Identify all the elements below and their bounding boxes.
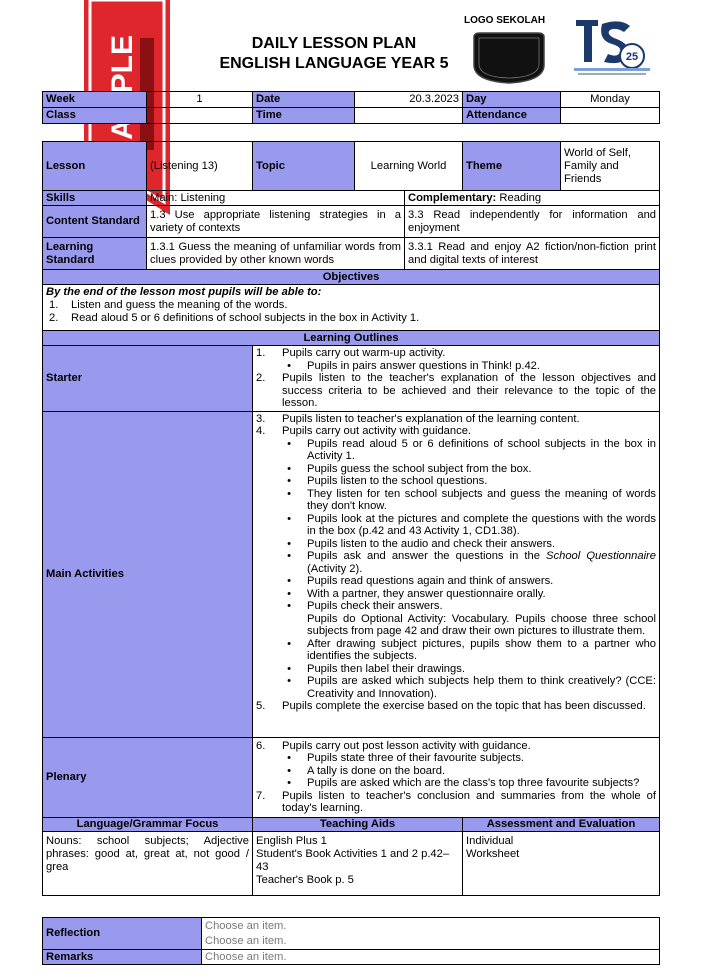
teaching-aids-heading: Teaching Aids (253, 817, 463, 831)
theme-label: Theme (463, 142, 561, 191)
outline-bullet: • Pupils read questions again and think of answers. (287, 575, 554, 587)
choose-item-dropdown[interactable]: Choose an item. (205, 919, 287, 932)
lesson-label: Lesson (43, 142, 147, 191)
day-label: Day (463, 92, 561, 108)
remarks-label: Remarks (43, 950, 202, 965)
learning-outlines-heading: Learning Outlines (43, 331, 660, 346)
starter-label: Starter (43, 346, 253, 412)
lesson-table (42, 141, 660, 896)
outline-bullet: • Pupils listen to the audio and check their answers. (287, 537, 556, 550)
outline-bullet: • They listen for ten school subjects and guess the meaning of words they don't know. (287, 487, 657, 512)
reflection-dropdowns (202, 918, 660, 950)
outline-continuation: Pupils do Optional Activity: Vocabulary. Pupils choose three school subjects from page 42 and draw their own pictures to illustrate them. (307, 612, 657, 637)
outline-step: 1. Pupils carry out warm-up activity. (256, 347, 446, 359)
class-value[interactable] (147, 108, 253, 124)
starter-body (253, 346, 660, 412)
content-standard-comp: 3.3 Read independently for information and enjoyment (405, 206, 660, 238)
outline-bullet: • Pupils in pairs answer questions in Think! p.42. (287, 359, 540, 372)
main-activities-body (253, 411, 660, 737)
attendance-value[interactable] (561, 108, 660, 124)
assessment-item: Worksheet (466, 847, 520, 860)
theme-value: World of Self, Family and Friends (561, 142, 660, 191)
objective-item: 1. Listen and guess the meaning of the words. (49, 299, 288, 311)
outline-bullet: • After drawing subject pictures, pupils show them to a partner who identifies the subjects. (287, 637, 657, 662)
skills-complementary (405, 191, 660, 206)
date-label: Date (253, 92, 355, 108)
outline-bullet: • Pupils listen to the school questions. (287, 475, 488, 487)
skills-label: Skills (43, 191, 147, 206)
outline-bullet: • Pupils are asked which subjects help them to think creatively? (CCE: Creativity and Innovation). (287, 675, 657, 700)
assessment-value (463, 831, 660, 895)
outline-step: 3. Pupils listen to teacher's explanation of the learning content. (256, 412, 580, 425)
outline-step: 6. Pupils carry out post lesson activity with guidance. (256, 739, 531, 752)
outline-step: 4. Pupils carry out activity with guidance. (256, 425, 472, 437)
svg-text:25: 25 (625, 51, 639, 63)
teaching-aid-item: Teacher's Book p. 5 (256, 873, 354, 886)
teaching-aid-item: English Plus 1 (256, 834, 327, 847)
learning-standard-comp: 3.3.1 Read and enjoy A2 fiction/non-fiction print and digital texts of interest (405, 238, 660, 270)
teaching-aids-value (253, 831, 463, 895)
language-focus-heading: Language/Grammar Focus (43, 817, 253, 831)
outline-bullet: • Pupils read aloud 5 or 6 definitions of school subjects in the box in Activity 1. (287, 437, 657, 462)
page-title (216, 34, 452, 74)
choose-item-dropdown[interactable]: Choose an item. (205, 934, 287, 947)
outline-bullet: • Pupils are asked which are the class's top three favourite subjects? (287, 777, 640, 789)
skills-comp-label: Complementary: (408, 191, 497, 204)
plenary-body (253, 737, 660, 817)
skills-comp-value: Reading (496, 191, 542, 204)
ts25-logo-icon (572, 16, 652, 80)
time-value[interactable] (355, 108, 463, 124)
learning-standard-label: Learning Standard (43, 238, 147, 270)
reflection-label: Reflection (43, 918, 202, 950)
content-standard-label: Content Standard (43, 206, 147, 238)
outline-bullet: • Pupils check their answers. (287, 600, 443, 612)
week-value: 1 (147, 92, 253, 108)
outline-bullet: • Pupils guess the school subject from the box. (287, 462, 532, 475)
reflection-table (42, 917, 660, 965)
title-line-2: ENGLISH LANGUAGE YEAR 5 (219, 55, 449, 72)
outline-bullet: • Pupils ask and answer the questions in the School Questionnaire (Activity 2). (287, 550, 656, 575)
outline-step: 2. Pupils listen to the teacher's explanation of the lesson objectives and success criteria to be achieved and their relevance to the topic of the lesson. (256, 372, 657, 409)
week-label: Week (43, 92, 147, 108)
objectives-body (43, 285, 660, 331)
plenary-label: Plenary (43, 737, 253, 817)
outline-bullet: • Pupils then label their drawings. (287, 662, 465, 675)
school-logo-placeholder-icon (470, 31, 548, 85)
outline-bullet: • A tally is done on the board. (287, 764, 446, 777)
objective-item: 2. Read aloud 5 or 6 definitions of school subjects in the box in Activity 1. (49, 311, 420, 324)
outline-bullet: • With a partner, they answer questionnaire orally. (287, 587, 546, 600)
objectives-intro: By the end of the lesson most pupils will be able to: (46, 286, 322, 298)
day-value: Monday (561, 92, 660, 108)
outline-bullet: • Pupils state three of their favourite subjects. (287, 752, 525, 764)
logo-label: LOGO SEKOLAH (464, 15, 546, 26)
skills-main: Main: Listening (147, 191, 405, 206)
language-focus-value: Nouns: school subjects; Adjective phrases: good at, great at, not good / grea (43, 831, 253, 895)
date-value: 20.3.2023 (355, 92, 463, 108)
topic-label: Topic (253, 142, 355, 191)
main-activities-label: Main Activities (43, 411, 253, 737)
title-line-1: DAILY LESSON PLAN (251, 35, 417, 52)
attendance-label: Attendance (463, 108, 561, 124)
content-standard-main: 1.3 Use appropriate listening strategies in a variety of contexts (147, 206, 405, 238)
lesson-value: (Listening 13) (147, 142, 253, 191)
outline-bullet: • Pupils look at the pictures and complete the questions with the words in the box (p.42 and 43 Activity 1, CD1.38). (287, 512, 657, 537)
topic-value: Learning World (355, 142, 463, 191)
objectives-heading: Objectives (43, 270, 660, 285)
outline-step: 5. Pupils complete the exercise based on the topic that has been discussed. (256, 700, 646, 712)
assessment-heading: Assessment and Evaluation (463, 817, 660, 831)
info-table (42, 91, 660, 124)
outline-step: 7. Pupils listen to teacher's conclusion and summaries from the whole of today's learning. (256, 789, 657, 814)
time-label: Time (253, 108, 355, 124)
assessment-item: Individual (466, 834, 514, 847)
class-label: Class (43, 108, 147, 124)
choose-item-dropdown[interactable]: Choose an item. (202, 950, 660, 965)
teaching-aid-item: Student's Book Activities 1 and 2 p.42–43 (256, 847, 450, 873)
learning-standard-main: 1.3.1 Guess the meaning of unfamiliar words from clues provided by other known words (147, 238, 405, 270)
